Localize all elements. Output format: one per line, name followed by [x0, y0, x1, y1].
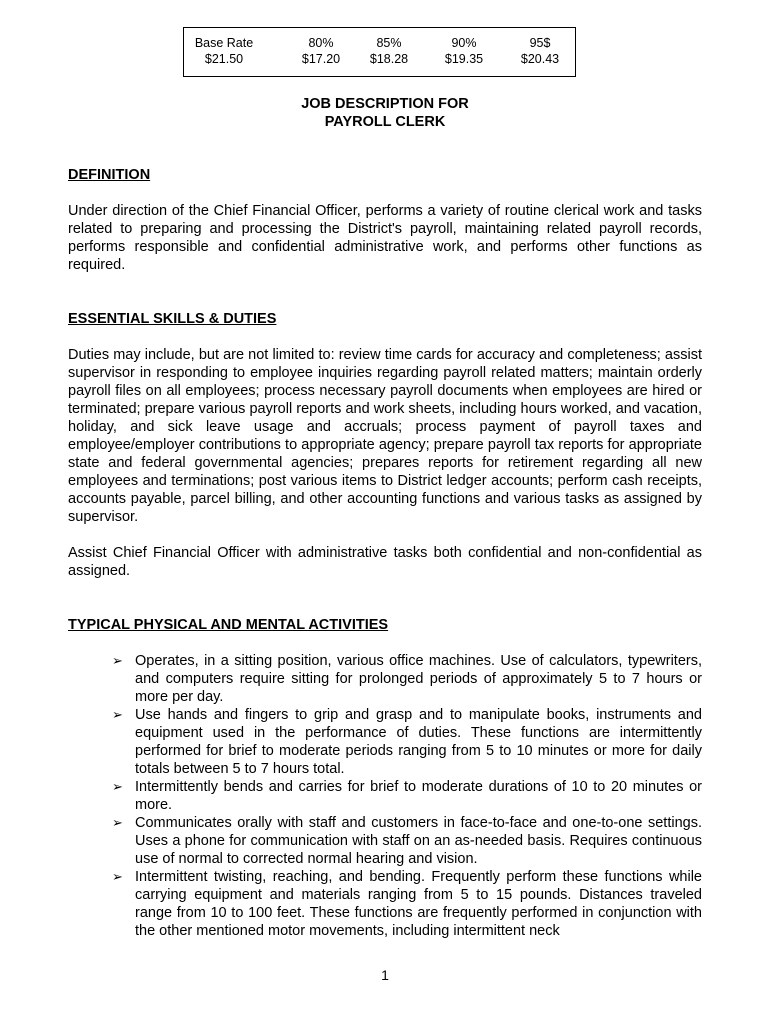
rate-table-value-row: [184, 51, 575, 67]
rate-header-cell: 95$: [529, 36, 551, 50]
essential-duties-paragraph: Duties may include, but are not limited to: review time cards for accuracy and completeness; assist supervisor in responding to employee inquiries regarding payroll related matters; maintain orderly payroll files on all employees; process necessary payroll documents when employees are hired or terminated; prepare various payroll reports and work sheets, including hours worked, and vacation, holiday, and sick leave usage and accruals; process payment of payroll taxes and employee/employer contributions to appropriate agency; prepare payroll tax reports for appropriate state and federal governmental agencies; prepares reports for retirement regarding all new employees and terminations; post various items to District ledger accounts; perform cash receipts, accounts payable, parcel billing, and other accounting functions and various tasks as assigned by supervisor.: [68, 347, 702, 525]
rate-value-cell: $17.20: [301, 52, 341, 66]
list-item-text: Operates, in a sitting position, various office machines. Use of calculators, typewriters, and computers require sitting for prolonged periods of approximately 5 to 7 hours or more per day.: [135, 653, 702, 705]
list-item: [112, 706, 702, 778]
document-title-line-2: PAYROLL CLERK: [324, 114, 446, 130]
arrow-bullet-icon: ➢: [112, 707, 123, 722]
definition-paragraph: Under direction of the Chief Financial Officer, performs a variety of routine clerical work and tasks related to preparing and processing the District's payroll, maintaining related payroll records, performs responsible and confidential administrative work, and performs other functions as required.: [68, 203, 702, 273]
arrow-bullet-icon: ➢: [112, 815, 123, 830]
arrow-bullet-icon: ➢: [112, 779, 123, 794]
pay-rate-table: [183, 27, 576, 77]
list-item: [112, 814, 702, 868]
list-item: [112, 868, 702, 940]
rate-value-cell: $21.50: [204, 52, 244, 66]
physical-mental-heading: TYPICAL PHYSICAL AND MENTAL ACTIVITIES: [68, 617, 389, 633]
essential-skills-heading: ESSENTIAL SKILLS & DUTIES: [68, 311, 277, 327]
document-title-line-1: JOB DESCRIPTION FOR: [301, 96, 469, 112]
physical-activities-list: [112, 652, 702, 940]
list-item: [112, 652, 702, 706]
rate-value-cell: $20.43: [520, 52, 560, 66]
rate-header-cell: Base Rate: [194, 36, 254, 50]
list-item-text: Intermittent twisting, reaching, and bending. Frequently perform these functions while carrying equipment and materials ranging from 5 to 15 pounds. Distances traveled range from 10 to 100 feet. These functions are frequently performed in conjunction with the other mentioned motor movements, including intermittent neck: [135, 869, 702, 939]
rate-value-cell: $19.35: [444, 52, 484, 66]
rate-table-header-row: [184, 35, 575, 51]
rate-header-cell: 85%: [376, 36, 402, 50]
list-item-text: Communicates orally with staff and customers in face-to-face and one-to-one settings. Uses a phone for communication with staff on an as-needed basis. Requires continuous use of normal to corrected normal hearing and vision.: [135, 815, 702, 867]
page-number: 1: [381, 967, 389, 983]
rate-value-cell: $18.28: [369, 52, 409, 66]
arrow-bullet-icon: ➢: [112, 869, 123, 884]
list-item-text: Intermittently bends and carries for brief to moderate durations of 10 to 20 minutes or more.: [135, 779, 702, 813]
rate-header-cell: 80%: [308, 36, 334, 50]
rate-header-cell: 90%: [451, 36, 477, 50]
arrow-bullet-icon: ➢: [112, 653, 123, 668]
definition-heading: DEFINITION: [68, 167, 151, 183]
assist-cfo-paragraph: Assist Chief Financial Officer with administrative tasks both confidential and non-confidential as assigned.: [68, 545, 702, 579]
list-item-text: Use hands and fingers to grip and grasp and to manipulate books, instruments and equipment used in the performance of duties. These functions are intermittently performed for brief to moderate periods ranging from 5 to 10 minutes or more for daily totals between 5 to 7 hours total.: [135, 707, 702, 777]
list-item: [112, 778, 702, 814]
